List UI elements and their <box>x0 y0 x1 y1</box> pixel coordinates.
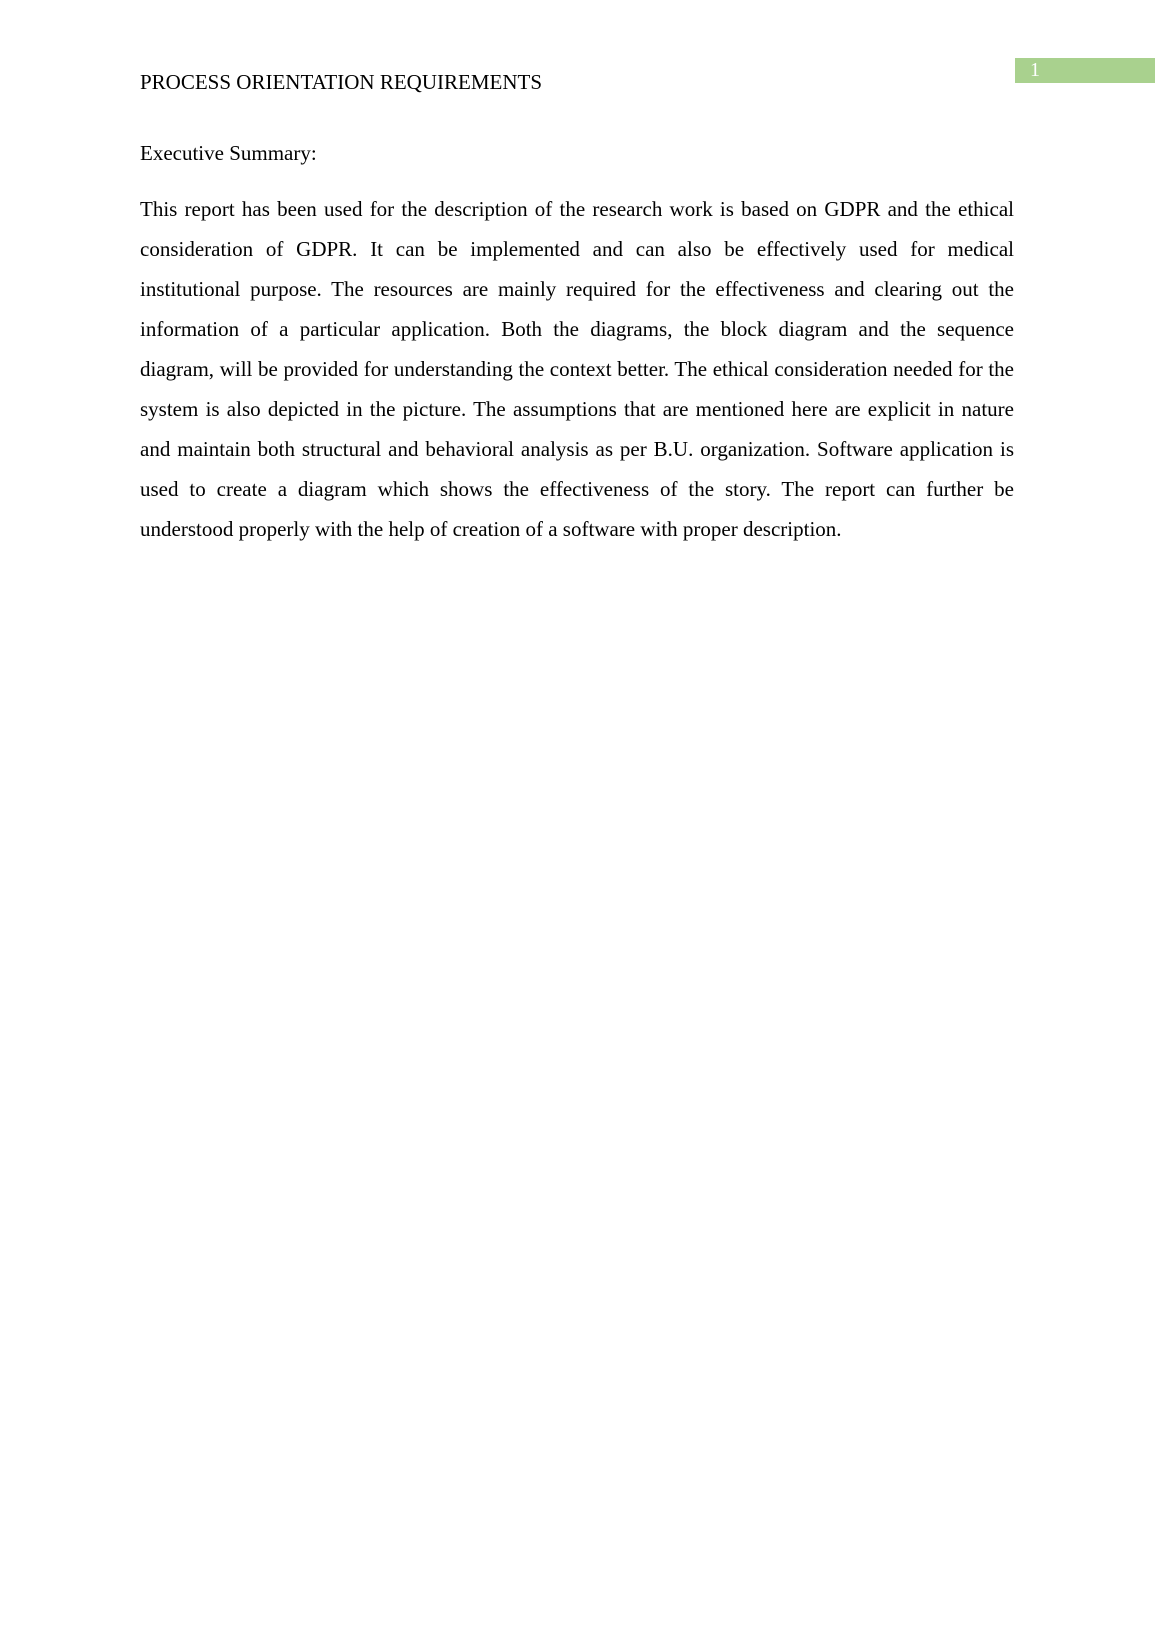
executive-summary-paragraph: This report has been used for the description of the research work is based on GDPR and the ethical consideration of GDPR. It can be implemented and can also be effectively used for medical institutional purpose. The resources are mainly required for the effectiveness and clearing out the information of a particular application. Both the diagrams, the block diagram and the sequence diagram, will be provided for understanding the context better. The ethical consideration needed for the system is also depicted in the picture. The assumptions that are mentioned here are explicit in nature and maintain both structural and behavioral analysis as per B.U. organization. Software application is used to create a diagram which shows the effectiveness of the story. The report can further be understood properly with the help of creation of a software with proper description. <box>140 197 1014 541</box>
page-number: 1 <box>1030 59 1040 81</box>
section-heading: Executive Summary: <box>140 141 317 165</box>
running-header: PROCESS ORIENTATION REQUIREMENTS <box>140 70 543 94</box>
page-number-badge <box>1015 58 1155 83</box>
